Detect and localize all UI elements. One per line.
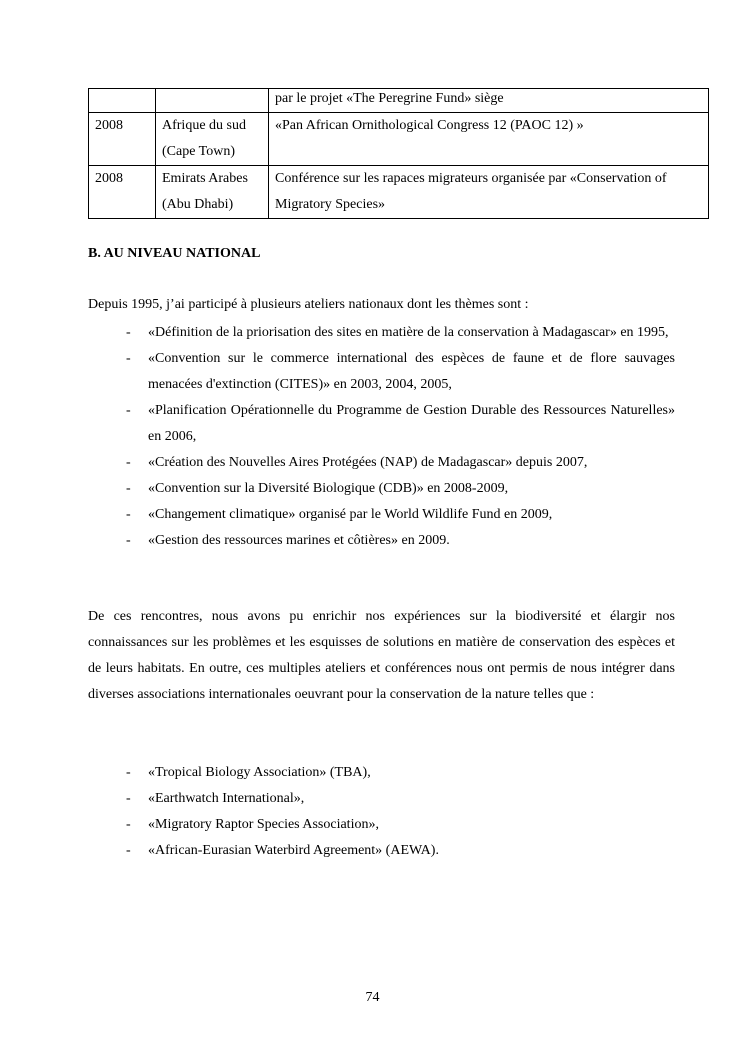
list-item-text: «Earthwatch International», xyxy=(148,791,305,806)
list-item xyxy=(88,398,675,450)
section-heading: B. AU NIVEAU NATIONAL xyxy=(88,246,261,261)
list-item xyxy=(88,760,675,786)
list-item-text: «Définition de la priorisation des sites en matière de la conservation à Madagascar» en 1995, xyxy=(148,325,669,340)
list-item xyxy=(88,502,675,528)
list-item xyxy=(88,786,675,812)
table-row xyxy=(89,113,709,166)
list-item xyxy=(88,320,675,346)
bullet-dash: - xyxy=(126,455,131,470)
place-cell: Afrique du sud (Cape Town) xyxy=(156,113,269,166)
year-cell xyxy=(89,89,156,113)
place-cell: Emirats Arabes (Abu Dhabi) xyxy=(156,166,269,219)
bullet-dash: - xyxy=(126,817,131,832)
bullet-dash: - xyxy=(126,765,131,780)
bullet-dash: - xyxy=(126,403,131,418)
year-cell: 2008 xyxy=(89,113,156,166)
table-row xyxy=(89,89,709,113)
place-cell xyxy=(156,89,269,113)
list-item-text: «Convention sur le commerce international des espèces de faune et de flore sauvages menacées d'extinction (CITES)» en 2003, 2004, 2005, xyxy=(148,351,675,392)
table-row xyxy=(89,166,709,219)
list-item-text: «African-Eurasian Waterbird Agreement» (AEWA). xyxy=(148,843,439,858)
list-item-text: «Planification Opérationnelle du Programme de Gestion Durable des Ressources Naturelles» en 2006, xyxy=(148,403,675,444)
list-item-text: «Migratory Raptor Species Association», xyxy=(148,817,379,832)
conference-table xyxy=(88,88,709,219)
list-item-text: «Changement climatique» organisé par le World Wildlife Fund en 2009, xyxy=(148,507,553,522)
bullet-dash: - xyxy=(126,533,131,548)
association-list xyxy=(88,760,675,864)
list-item xyxy=(88,812,675,838)
list-item xyxy=(88,476,675,502)
bullet-dash: - xyxy=(126,481,131,496)
list-item xyxy=(88,528,675,554)
list-item-text: «Convention sur la Diversité Biologique (CDB)» en 2008-2009, xyxy=(148,481,509,496)
list-item-text: «Création des Nouvelles Aires Protégées (NAP) de Madagascar» depuis 2007, xyxy=(148,455,588,470)
bullet-dash: - xyxy=(126,791,131,806)
list-item xyxy=(88,346,675,398)
event-cell: Conférence sur les rapaces migrateurs organisée par «Conservation of Migratory Species» xyxy=(269,166,709,219)
event-cell: «Pan African Ornithological Congress 12 (PAOC 12) » xyxy=(269,113,709,166)
list-item-text: «Gestion des ressources marines et côtières» en 2009. xyxy=(148,533,450,548)
page-number: 74 xyxy=(365,990,380,1005)
event-cell: par le projet «The Peregrine Fund» siège xyxy=(269,89,709,113)
list-item-text: «Tropical Biology Association» (TBA), xyxy=(148,765,371,780)
body-paragraph: De ces rencontres, nous avons pu enrichir nos expériences sur la biodiversité et élargir nos connaissances sur les problèmes et les esquisses de solutions en matière de conservation des espèces et de leurs habitats. En outre, ces multiples ateliers et conférences nous ont permis de nous intégrer dans diverses associations internationales oeuvrant pour la conservation de la nature telles que : xyxy=(88,609,675,702)
bullet-dash: - xyxy=(126,843,131,858)
list-item xyxy=(88,838,675,864)
bullet-dash: - xyxy=(126,351,131,366)
intro-text: Depuis 1995, j’ai participé à plusieurs ateliers nationaux dont les thèmes sont : xyxy=(88,297,529,312)
list-item xyxy=(88,450,675,476)
bullet-dash: - xyxy=(126,325,131,340)
year-cell: 2008 xyxy=(89,166,156,219)
workshop-list xyxy=(88,320,675,554)
bullet-dash: - xyxy=(126,507,131,522)
